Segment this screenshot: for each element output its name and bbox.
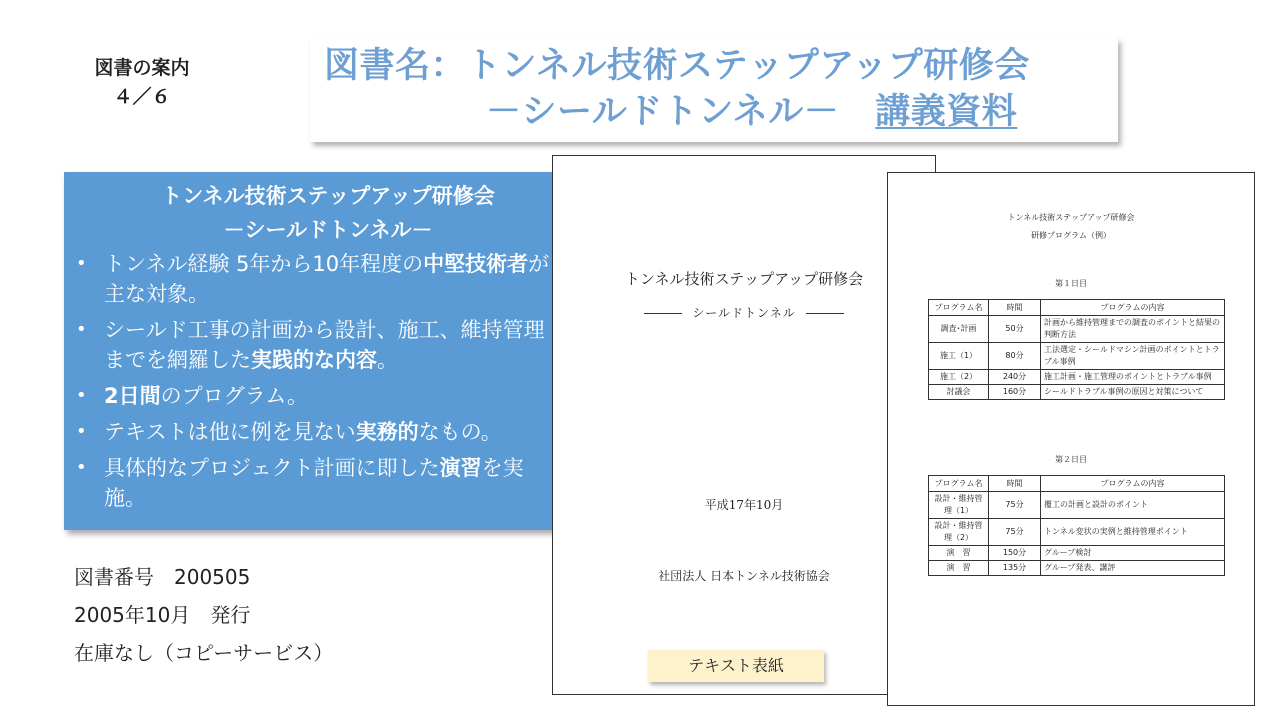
table-row	[929, 546, 1225, 561]
table-cell: 設計・維持管理（1）	[929, 492, 989, 519]
program-subheading: 研修プログラム（例）	[1031, 231, 1111, 240]
cover-caption: テキスト表紙	[648, 650, 824, 682]
table-row	[929, 519, 1225, 546]
book-number: 図書番号 200505	[74, 565, 251, 589]
summary-panel	[64, 172, 592, 530]
table-row	[929, 316, 1225, 343]
col-header: 時間	[989, 476, 1041, 492]
table-cell: 覆工の計画と設計のポイント	[1041, 492, 1225, 519]
bullet-text: のプログラム。	[160, 384, 309, 408]
bullet-text: シールド工事の計画から設計、施工、維持管理までを網羅した	[104, 318, 545, 372]
table-cell: 75分	[989, 519, 1041, 546]
day1-table	[928, 299, 1225, 400]
table-cell: 施工計画・施工管理のポイントとトラブル事例	[1041, 370, 1225, 385]
table-cell: 135分	[989, 561, 1041, 576]
bullet-item	[74, 453, 562, 513]
table-cell: グループ発表、講評	[1041, 561, 1225, 576]
publication-info	[74, 558, 333, 672]
cover-dash-left	[644, 313, 682, 314]
bullet-text: なもの。	[418, 420, 502, 444]
stock-status: 在庫なし（コピーサービス）	[74, 641, 334, 665]
cover-subtitle-text: シールドトンネル	[692, 306, 796, 320]
cover-organization: 社団法人 日本トンネル技術協会	[658, 569, 830, 583]
guide-label: 図書の案内	[94, 57, 190, 79]
bullet-emphasis: 2日間	[104, 384, 161, 408]
summary-heading-title: トンネル技術ステップアップ研修会	[161, 184, 495, 208]
table-row	[929, 561, 1225, 576]
day1-label: 第１日目	[1055, 279, 1087, 288]
table-cell: 50分	[989, 316, 1041, 343]
cover-title: トンネル技術ステップアップ研修会	[624, 270, 864, 288]
table-cell: 調査･計画	[929, 316, 989, 343]
table-cell: 演 習	[929, 561, 989, 576]
table-cell: 工法選定・シールドマシン計画のポイントとトラブル事例	[1041, 343, 1225, 370]
bullet-item	[74, 249, 562, 309]
col-header: プログラム名	[929, 476, 989, 492]
col-header: 時間	[989, 300, 1041, 316]
cover-date: 平成17年10月	[704, 498, 784, 512]
book-title: 図書名：トンネル技術ステップアップ研修会	[324, 46, 1030, 86]
table-row	[929, 492, 1225, 519]
table-cell: グループ検討	[1041, 546, 1225, 561]
cover-subtitle	[553, 304, 935, 321]
table-cell: 160分	[989, 385, 1041, 400]
table-row	[929, 343, 1225, 370]
summary-bullet-list	[64, 249, 592, 513]
table-row	[929, 370, 1225, 385]
table-cell: シールドトラブル事例の原因と対策について	[1041, 385, 1225, 400]
cover-dash-right	[806, 313, 844, 314]
col-header: プログラムの内容	[1041, 476, 1225, 492]
issue-date: 2005年10月 発行	[74, 603, 251, 627]
table-cell: 施工（1）	[929, 343, 989, 370]
table-cell: 討議会	[929, 385, 989, 400]
bullet-emphasis: 演習	[439, 456, 482, 480]
bullet-item	[74, 381, 562, 411]
table-cell: 施工（2）	[929, 370, 989, 385]
book-subtitle-main: －シールドトンネル－	[486, 92, 840, 132]
page-counter: ４／６	[113, 86, 171, 108]
bullet-text: を実施。	[104, 456, 524, 510]
summary-heading	[64, 179, 592, 247]
bullet-text: トンネル経験 5年から10年程度の	[104, 252, 424, 276]
table-cell: 75分	[989, 492, 1041, 519]
table-header-row	[929, 300, 1225, 316]
program-page	[887, 172, 1255, 706]
lecture-materials-label: 講義資料	[875, 92, 1018, 132]
table-cell: 240分	[989, 370, 1041, 385]
summary-heading-subtitle: －シールドトンネル－	[223, 218, 433, 242]
guide-page-indicator	[72, 54, 212, 112]
col-header: プログラムの内容	[1041, 300, 1225, 316]
bullet-item	[74, 315, 562, 375]
bullet-emphasis: 実務的	[355, 420, 419, 444]
book-subtitle	[486, 90, 1017, 134]
bullet-item	[74, 417, 562, 447]
bullet-emphasis: 実践的な内容	[251, 348, 377, 372]
bullet-text: 。	[377, 348, 398, 372]
table-cell: 演 習	[929, 546, 989, 561]
table-row	[929, 385, 1225, 400]
table-cell: 80分	[989, 343, 1041, 370]
table-header-row	[929, 476, 1225, 492]
bullet-text: が主な対象。	[104, 252, 550, 306]
table-cell: 設計・維持管理（2）	[929, 519, 989, 546]
table-cell: 計画から維持管理までの調査のポイントと結果の判断方法	[1041, 316, 1225, 343]
bullet-text: 具体的なプロジェクト計画に即した	[104, 456, 440, 480]
text-cover-page	[552, 155, 936, 695]
table-cell: 150分	[989, 546, 1041, 561]
table-cell: トンネル変状の実例と維持管理ポイント	[1041, 519, 1225, 546]
bullet-emphasis: 中堅技術者	[423, 252, 529, 276]
program-heading: トンネル技術ステップアップ研修会	[1007, 213, 1135, 222]
day2-label: 第２日目	[1055, 455, 1087, 464]
col-header: プログラム名	[929, 300, 989, 316]
day2-table	[928, 475, 1225, 576]
bullet-text: テキストは他に例を見ない	[104, 420, 356, 444]
title-banner	[310, 38, 1118, 142]
